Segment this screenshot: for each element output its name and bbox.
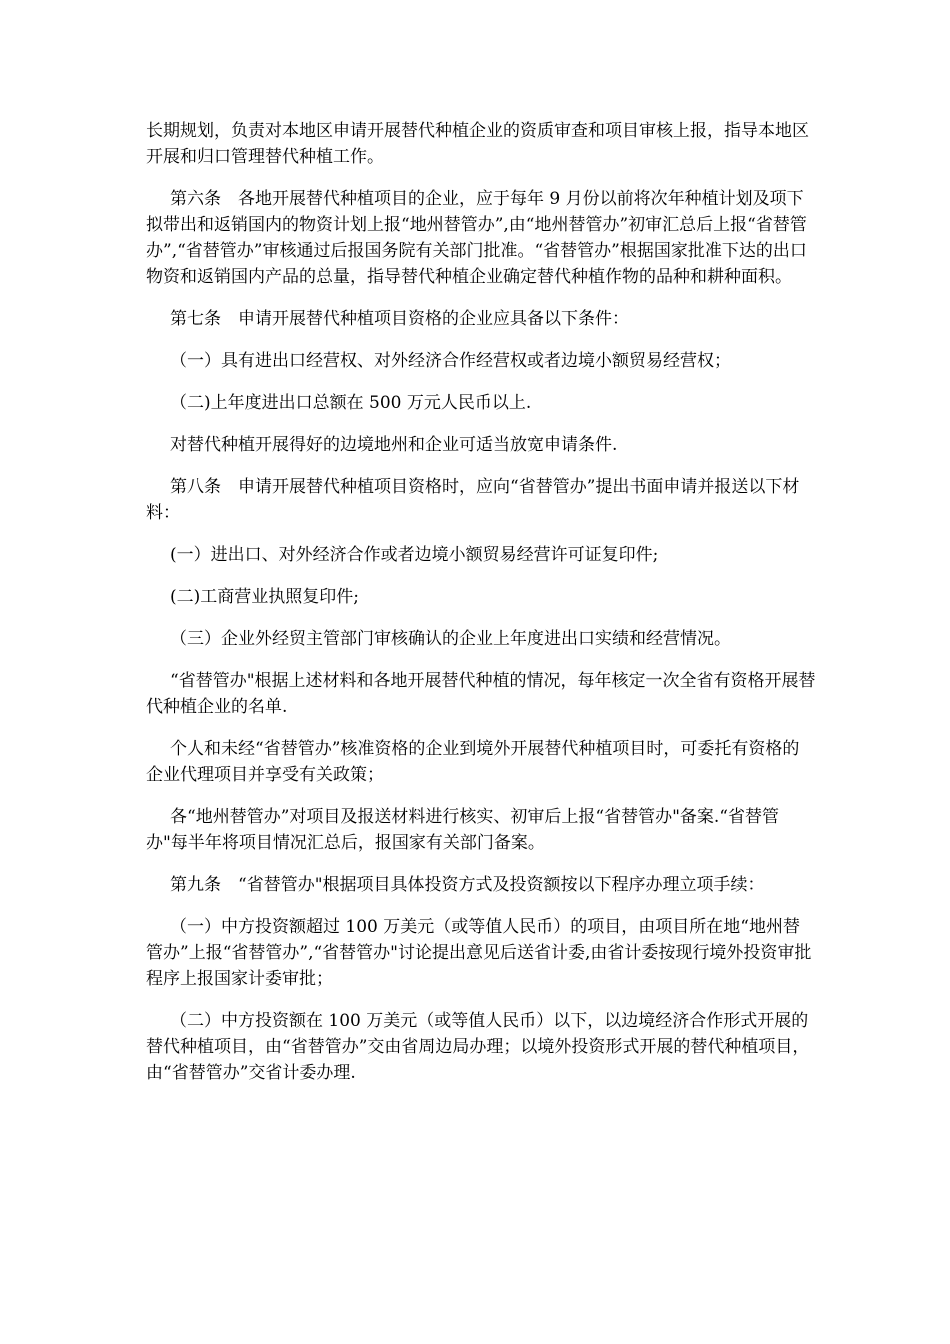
paragraph-article-9-item-2: （二）中方投资额在 100 万美元（或等值人民币）以下，以边境经济合作形式开展的替代种植项目，由“省替管办”交由省周边局办理；以境外投资形式开展的替代种植项目，由“省替管办”交省计委办理. <box>146 1011 810 1083</box>
paragraph-article-7-note: 对替代种植开展得好的边境地州和企业可适当放宽申请条件. <box>170 435 618 455</box>
paragraph-article-9-item-1: （一）中方投资额超过 100 万美元（或等值人民币）的项目，由项目所在地“地州替管办”上报“省替管办”,“省替管办"讨论提出意见后送省计委,由省计委按现行境外投资审批程序上报国家计委审批； <box>146 917 812 989</box>
document-body <box>146 118 816 1102</box>
paragraph-article-8-item-2: (二)工商营业执照复印件; <box>170 587 359 607</box>
paragraph-article-8-item-1: (一）进出口、对外经济合作或者边境小额贸易经营许可证复印件; <box>170 545 659 565</box>
paragraph-article-7-item-1: （一）具有进出口经营权、对外经济合作经营权或者边境小额贸易经营权； <box>170 351 731 371</box>
paragraph-continued-planning: 长期规划，负责对本地区申请开展替代种植企业的资质审查和项目审核上报，指导本地区开展和归口管理替代种植工作。 <box>146 121 809 167</box>
paragraph-article-8-item-3: （三）企业外经贸主管部门审核确认的企业上年度进出口实绩和经营情况。 <box>170 629 731 649</box>
paragraph-article-7-item-2: （二)上年度进出口总额在 500 万元人民币以上. <box>170 393 532 413</box>
paragraph-annual-approval: “省替管办"根据上述材料和各地开展替代种植的情况，每年核定一次全省有资格开展替代种植企业的名单. <box>146 671 816 717</box>
paragraph-agency-projects: 个人和未经“省替管办”核准资格的企业到境外开展替代种植项目时，可委托有资格的企业代理项目并享受有关政策； <box>146 739 800 785</box>
paragraph-article-6: 第六条 各地开展替代种植项目的企业，应于每年 9 月份以前将次年种植计划及项下拟带出和返销国内的物资计划上报“地州替管办”,由“地州替管办”初审汇总后上报“省替管办”,“省替管办”审核通过后报国务院有关部门批准。“省替管办”根据国家批准下达的出口物资和返销国内产品的总量，指导替代种植企业确定替代种植作物的品种和耕种面积。 <box>146 189 807 287</box>
paragraph-filing: 各“地州替管办”对项目及报送材料进行核实、初审后上报“省替管办"备案.“省替管办"每半年将项目情况汇总后，报国家有关部门备案。 <box>146 807 779 853</box>
paragraph-article-8: 第八条 申请开展替代种植项目资格时，应向“省替管办”提出书面申请并报送以下材料： <box>146 477 800 523</box>
paragraph-article-7: 第七条 申请开展替代种植项目资格的企业应具备以下条件： <box>170 309 629 329</box>
paragraph-article-9: 第九条 “省替管办"根据项目具体投资方式及投资额按以下程序办理立项手续： <box>170 875 765 895</box>
